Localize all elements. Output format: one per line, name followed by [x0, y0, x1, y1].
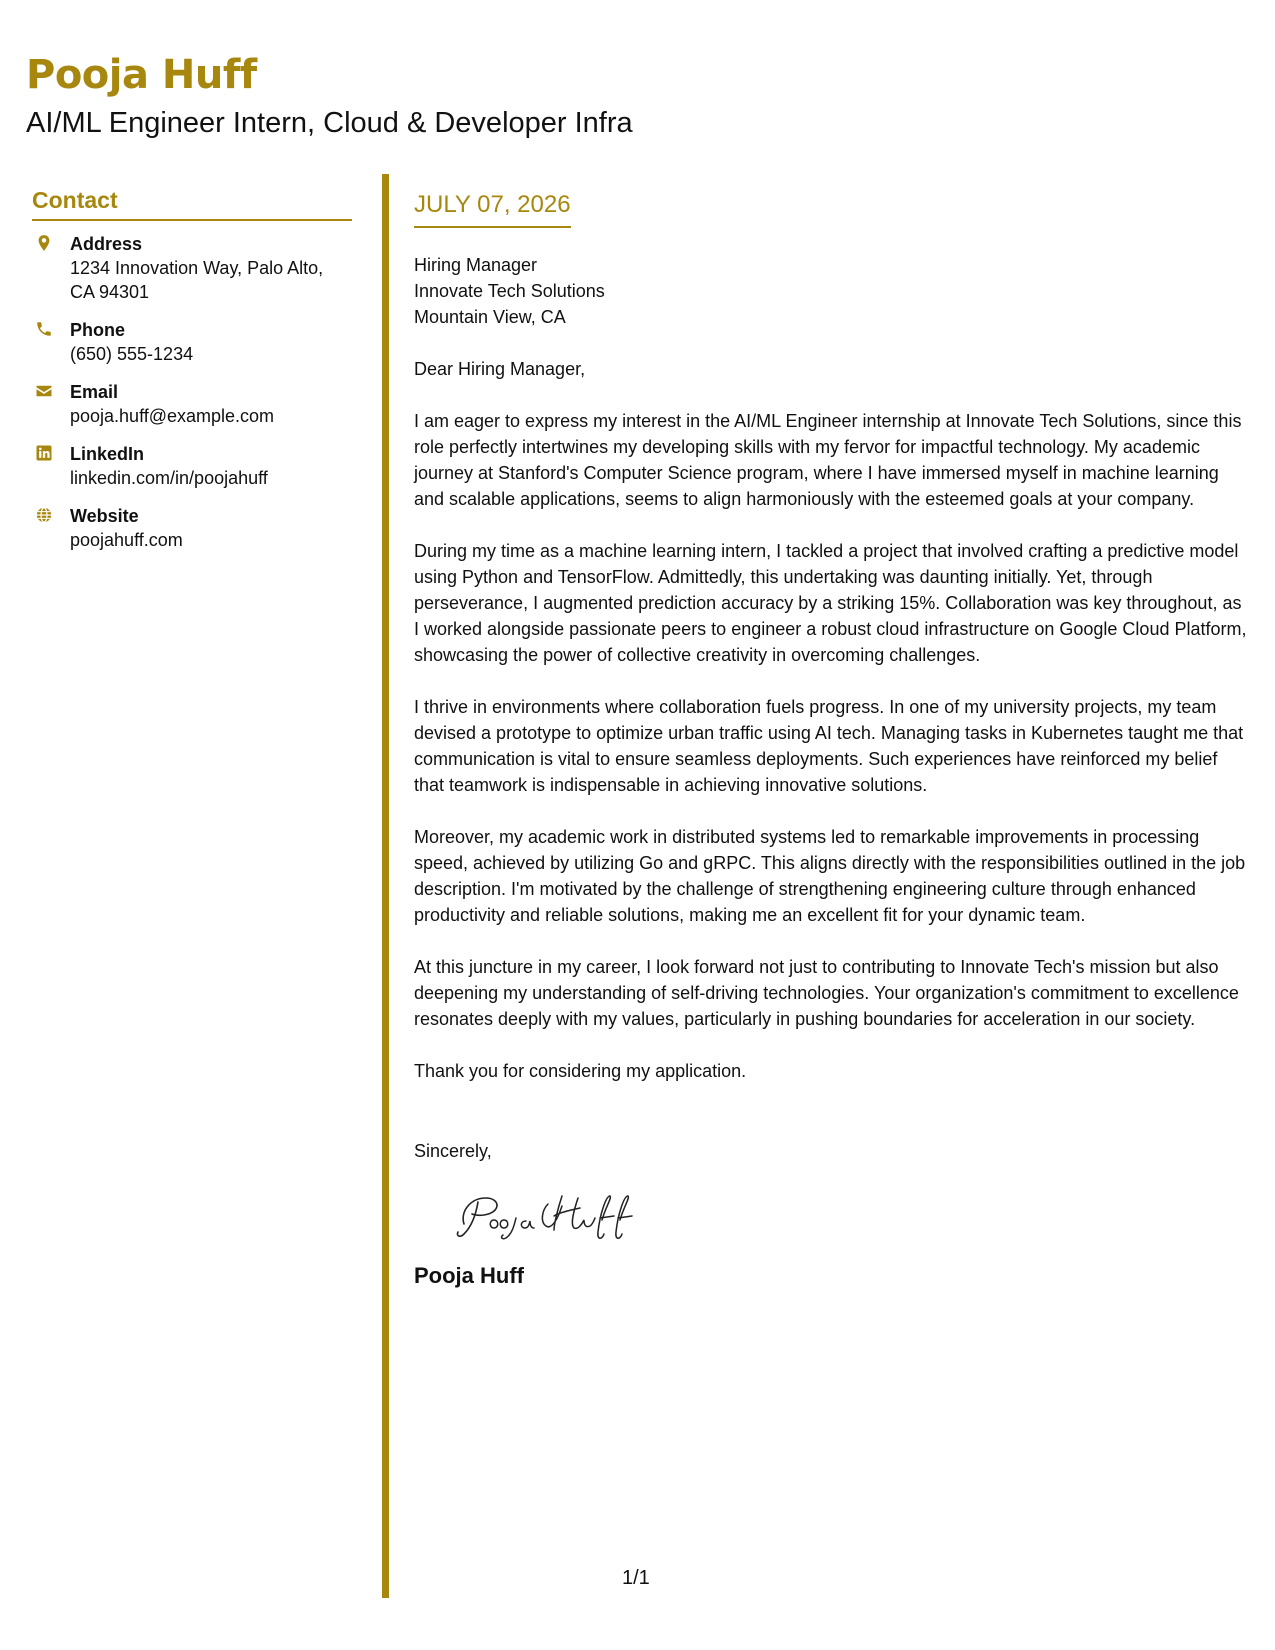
recipient-line: Innovate Tech Solutions: [414, 281, 605, 301]
phone-value: (650) 555-1234: [70, 344, 194, 364]
contact-label: Email: [70, 382, 119, 402]
letter-date: JULY 07, 2026: [414, 190, 571, 228]
contact-item-linkedin: [32, 442, 352, 490]
body-paragraph: During my time as a machine learning intern, I tackled a project that involved crafting a predictive model using Python and TensorFlow. Admittedly, this undertaking was daunting initially. Yet, through perseverance, I augmented prediction accuracy by a striking 15%. Collaboration was key throughout, as I worked alongside passionate peers to engineer a robust cloud infrastructure on Google Cloud Platform, showcasing the power of collective creativity in overcoming challenges.: [414, 541, 1247, 665]
address-value: 1234 Innovation Way, Palo Alto, CA 94301: [70, 258, 324, 302]
envelope-icon: [35, 382, 53, 400]
contact-item-phone: [32, 318, 352, 366]
job-title: AI/ML Engineer Intern, Cloud & Developer Infra: [26, 107, 633, 139]
contact-label: LinkedIn: [70, 444, 145, 464]
contact-label: Phone: [70, 320, 126, 340]
body-paragraph: At this juncture in my career, I look forward not just to contributing to Innovate Tech's mission but also deepening my understanding of self-driving technologies. Your organization's commitment to excellence resonates deeply with my values, particularly in pushing boundaries for acceleration in our society.: [414, 957, 1239, 1029]
applicant-name: Pooja Huff: [26, 52, 257, 98]
contact-item-address: [32, 232, 352, 304]
recipient-line: Hiring Manager: [414, 255, 538, 275]
contact-label: Address: [70, 234, 143, 254]
body-paragraph: Moreover, my academic work in distributed systems led to remarkable improvements in processing speed, achieved by utilizing Go and gRPC. This aligns directly with the responsibilities outlined in the job description. I'm motivated by the challenge of strengthening engineering culture through enhanced productivity and reliable solutions, making me an excellent fit for your dynamic team.: [414, 827, 1246, 925]
email-value: pooja.huff@example.com: [70, 406, 275, 426]
contact-item-website: [32, 504, 352, 552]
signed-name: Pooja Huff: [414, 1263, 524, 1288]
contact-label: Website: [70, 506, 139, 526]
recipient-line: Mountain View, CA: [414, 307, 566, 327]
body-paragraph: I am eager to express my interest in the AI/ML Engineer internship at Innovate Tech Solutions, since this role perfectly intertwines my developing skills with my fervor for impactful technology. My academic journey at Stanford's Computer Science program, where I have immersed myself in machine learning and scalable applications, seems to align harmoniously with the esteemed goals at your company.: [414, 411, 1242, 509]
header: [26, 44, 633, 140]
recipient-block: [414, 252, 1248, 330]
handwritten-signature: [450, 1184, 650, 1244]
body-paragraph: I thrive in environments where collaboration fuels progress. In one of my university projects, my team devised a prototype to optimize urban traffic using AI tech. Managing tasks in Kubernetes taught me that communication is vital to ensure seamless deployments. Such experiences have reinforced my belief that teamwork is indispensable in achieving innovative solutions.: [414, 697, 1244, 795]
thank-you-line: Thank you for considering my application.: [414, 1061, 747, 1081]
page-number: 1/1: [622, 1567, 650, 1589]
closing: Sincerely,: [414, 1141, 492, 1161]
contact-heading: Contact: [32, 186, 352, 221]
vertical-divider: [382, 174, 389, 1598]
globe-icon: [35, 506, 53, 524]
letter-body: [414, 190, 1248, 1290]
phone-icon: [35, 320, 53, 338]
salutation: Dear Hiring Manager,: [414, 359, 586, 379]
linkedin-icon: [35, 444, 53, 462]
map-pin-icon: [35, 234, 53, 252]
website-value: poojahuff.com: [70, 530, 183, 550]
contact-item-email: [32, 380, 352, 428]
linkedin-value: linkedin.com/in/poojahuff: [70, 468, 268, 488]
contact-sidebar: [32, 186, 352, 566]
signature: [450, 1184, 650, 1244]
